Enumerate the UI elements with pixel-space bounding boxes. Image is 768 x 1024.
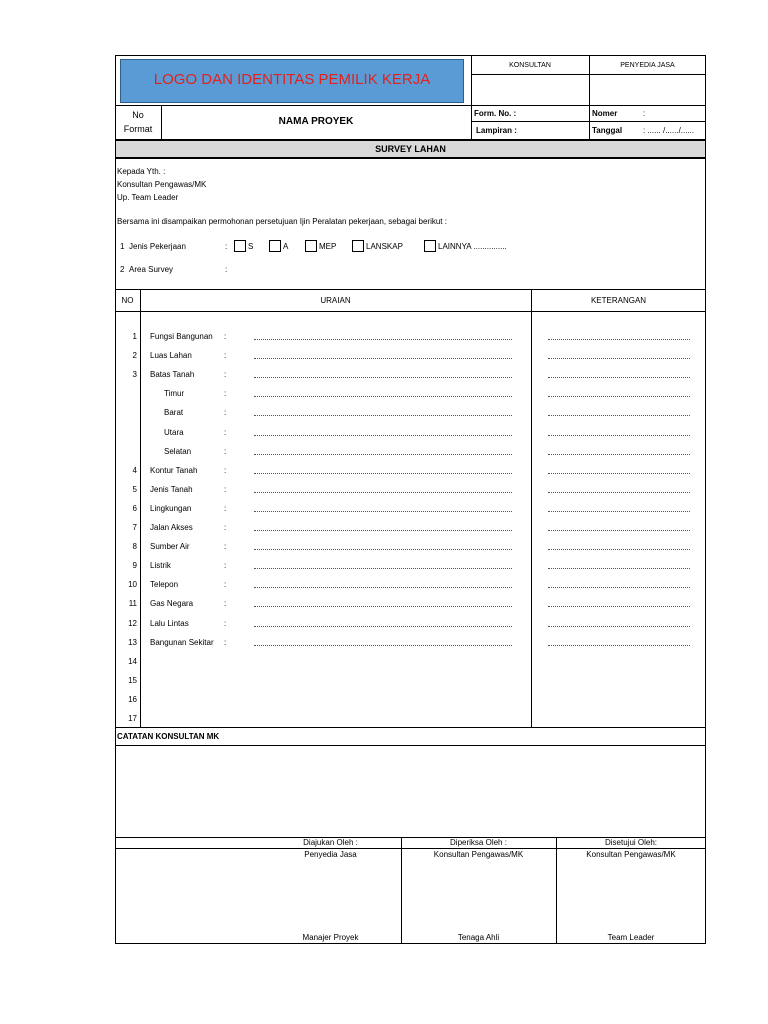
row-number: 8: [132, 542, 137, 551]
tanggal-label: Tanggal: [592, 126, 623, 135]
keterangan-fill-line[interactable]: [548, 415, 690, 416]
row-colon: :: [224, 485, 227, 494]
option-lainnya-checkbox[interactable]: [424, 240, 436, 252]
keterangan-fill-line[interactable]: [548, 530, 690, 531]
nomer-label: Nomer: [592, 109, 618, 118]
row-colon: :: [224, 332, 227, 341]
header-uraian: URAIAN: [320, 296, 351, 305]
table-col-divider: [140, 289, 141, 727]
project-name: NAMA PROYEK: [278, 116, 354, 127]
row-label: Telepon: [150, 580, 179, 589]
logo-text: LOGO DAN IDENTITAS PEMILIK KERJA: [153, 71, 431, 88]
uraian-fill-line[interactable]: [254, 645, 512, 646]
sign-role-1: Manajer Proyek: [302, 933, 359, 942]
option-mep-checkbox[interactable]: [305, 240, 317, 252]
row-number: 17: [128, 714, 137, 723]
row-label: Sumber Air: [150, 542, 190, 551]
title-band-text: SURVEY LAHAN: [375, 144, 446, 154]
uraian-fill-line[interactable]: [254, 415, 512, 416]
table-header-border: [115, 311, 706, 312]
up-line: Up. Team Leader: [117, 193, 179, 202]
header-keterangan: KETERANGAN: [590, 296, 647, 305]
row-number: 3: [132, 370, 137, 379]
keterangan-fill-line[interactable]: [548, 358, 690, 359]
keterangan-fill-line[interactable]: [548, 549, 690, 550]
option-a-checkbox[interactable]: [269, 240, 281, 252]
uraian-fill-line[interactable]: [254, 435, 512, 436]
option-lanskap-label: LANSKAP: [366, 242, 403, 251]
row-number: 14: [128, 657, 137, 666]
header-no: NO: [121, 296, 134, 305]
row-label: Fungsi Bangunan: [150, 332, 213, 341]
no-label: No: [132, 110, 144, 120]
q2-label: Area Survey: [129, 265, 174, 274]
row-number: 2: [132, 351, 137, 360]
option-s-label: S: [248, 242, 254, 251]
uraian-fill-line[interactable]: [254, 626, 512, 627]
row-label: Batas Tanah: [150, 370, 195, 379]
keterangan-fill-line[interactable]: [548, 473, 690, 474]
tanggal-value: : ...... /....../......: [643, 126, 695, 135]
uraian-fill-line[interactable]: [254, 568, 512, 569]
row-number: 7: [132, 523, 137, 532]
row-number: 4: [132, 466, 137, 475]
row-label: Kontur Tanah: [150, 466, 198, 475]
sign-disetujui: Disetujui Oleh:: [604, 838, 658, 847]
row-number: 10: [128, 580, 137, 589]
lampiran-label: Lampiran :: [476, 126, 517, 135]
row-colon: :: [224, 599, 227, 608]
row-number: 1: [132, 332, 137, 341]
row-colon: :: [224, 619, 227, 628]
intro-line: Bersama ini disampaikan permohonan persetujuan Ijin Peralatan pekerjaan, sebagai berikut :: [117, 217, 447, 226]
uraian-fill-line[interactable]: [254, 358, 512, 359]
row-colon: :: [224, 447, 227, 456]
col-penyedia: PENYEDIA JASA: [620, 62, 675, 69]
option-lainnya-label: LAINNYA ...............: [438, 242, 507, 251]
uraian-fill-line[interactable]: [254, 377, 512, 378]
keterangan-fill-line[interactable]: [548, 587, 690, 588]
row-colon: :: [224, 466, 227, 475]
keterangan-fill-line[interactable]: [548, 492, 690, 493]
row-label: Jenis Tanah: [150, 485, 193, 494]
row-number: 16: [128, 695, 137, 704]
option-a-label: A: [283, 242, 289, 251]
sign-party-1: Penyedia Jasa: [304, 850, 357, 859]
keterangan-fill-line[interactable]: [548, 377, 690, 378]
sign-role-3: Team Leader: [607, 933, 655, 942]
sign-diajukan: Diajukan Oleh :: [303, 838, 358, 847]
keterangan-fill-line[interactable]: [548, 606, 690, 607]
row-colon: :: [224, 504, 227, 513]
row-colon: :: [224, 523, 227, 532]
row-label: Selatan: [164, 447, 192, 456]
row-colon: :: [224, 408, 227, 417]
uraian-fill-line[interactable]: [254, 492, 512, 493]
keterangan-fill-line[interactable]: [548, 396, 690, 397]
row-number: 11: [128, 599, 137, 608]
keterangan-fill-line[interactable]: [548, 454, 690, 455]
catatan-top-border: [115, 727, 706, 728]
row-label: Barat: [164, 408, 184, 417]
row-label: Lingkungan: [150, 504, 192, 513]
row-number: 13: [128, 638, 137, 647]
q1-num: 1: [120, 242, 125, 251]
row-colon: :: [224, 580, 227, 589]
header-divider: [471, 121, 706, 122]
form-no-label: Form. No. :: [474, 109, 517, 118]
uraian-fill-line[interactable]: [254, 606, 512, 607]
option-s-checkbox[interactable]: [234, 240, 246, 252]
row-label: Lalu Lintas: [150, 619, 189, 628]
uraian-fill-line[interactable]: [254, 530, 512, 531]
row-colon: :: [224, 370, 227, 379]
sign-role-2: Tenaga Ahli: [457, 933, 500, 942]
sign-party-3: Konsultan Pengawas/MK: [586, 850, 676, 859]
q1-label: Jenis Pekerjaan: [129, 242, 186, 251]
row-label: Listrik: [150, 561, 171, 570]
row-label: Timur: [164, 389, 185, 398]
uraian-fill-line[interactable]: [254, 511, 512, 512]
konsultan-line: Konsultan Pengawas/MK: [117, 180, 207, 189]
sign-party-2: Konsultan Pengawas/MK: [433, 850, 524, 859]
q2-colon: :: [225, 265, 228, 274]
row-number: 12: [128, 619, 137, 628]
row-colon: :: [224, 389, 227, 398]
row-colon: :: [224, 351, 227, 360]
row-number: 6: [132, 504, 137, 513]
q2-num: 2: [120, 265, 125, 274]
row-label: Gas Negara: [150, 599, 194, 608]
header-divider: [115, 105, 706, 106]
uraian-fill-line[interactable]: [254, 339, 512, 340]
keterangan-fill-line[interactable]: [548, 339, 690, 340]
row-colon: :: [224, 542, 227, 551]
catatan-bottom-border: [115, 745, 706, 746]
uraian-fill-line[interactable]: [254, 396, 512, 397]
row-colon: :: [224, 561, 227, 570]
catatan-label: CATATAN KONSULTAN MK: [117, 732, 220, 741]
keterangan-fill-line[interactable]: [548, 435, 690, 436]
keterangan-fill-line[interactable]: [548, 568, 690, 569]
uraian-fill-line[interactable]: [254, 473, 512, 474]
col-konsultan: KONSULTAN: [509, 62, 551, 69]
row-label: Bangunan Sekitar: [150, 638, 214, 647]
row-number: 15: [128, 676, 137, 685]
kepada-line: Kepada Yth. :: [117, 167, 166, 176]
keterangan-fill-line[interactable]: [548, 626, 690, 627]
row-number: 5: [132, 485, 137, 494]
q1-colon: :: [225, 242, 228, 251]
uraian-fill-line[interactable]: [254, 454, 512, 455]
sign-diperiksa: Diperiksa Oleh :: [450, 838, 507, 847]
table-col-divider: [531, 289, 532, 727]
table-top-border: [115, 289, 706, 290]
nomer-colon: :: [643, 109, 646, 118]
row-label: Luas Lahan: [150, 351, 192, 360]
row-label: Utara: [164, 428, 184, 437]
row-number: 9: [132, 561, 137, 570]
option-mep-label: MEP: [319, 242, 337, 251]
option-lanskap-checkbox[interactable]: [352, 240, 364, 252]
row-label: Jalan Akses: [150, 523, 193, 532]
uraian-fill-line[interactable]: [254, 549, 512, 550]
uraian-fill-line[interactable]: [254, 587, 512, 588]
row-colon: :: [224, 638, 227, 647]
keterangan-fill-line[interactable]: [548, 645, 690, 646]
header-divider: [471, 74, 706, 75]
sign-header-border: [115, 848, 706, 849]
row-colon: :: [224, 428, 227, 437]
keterangan-fill-line[interactable]: [548, 511, 690, 512]
format-label: Format: [123, 124, 153, 134]
